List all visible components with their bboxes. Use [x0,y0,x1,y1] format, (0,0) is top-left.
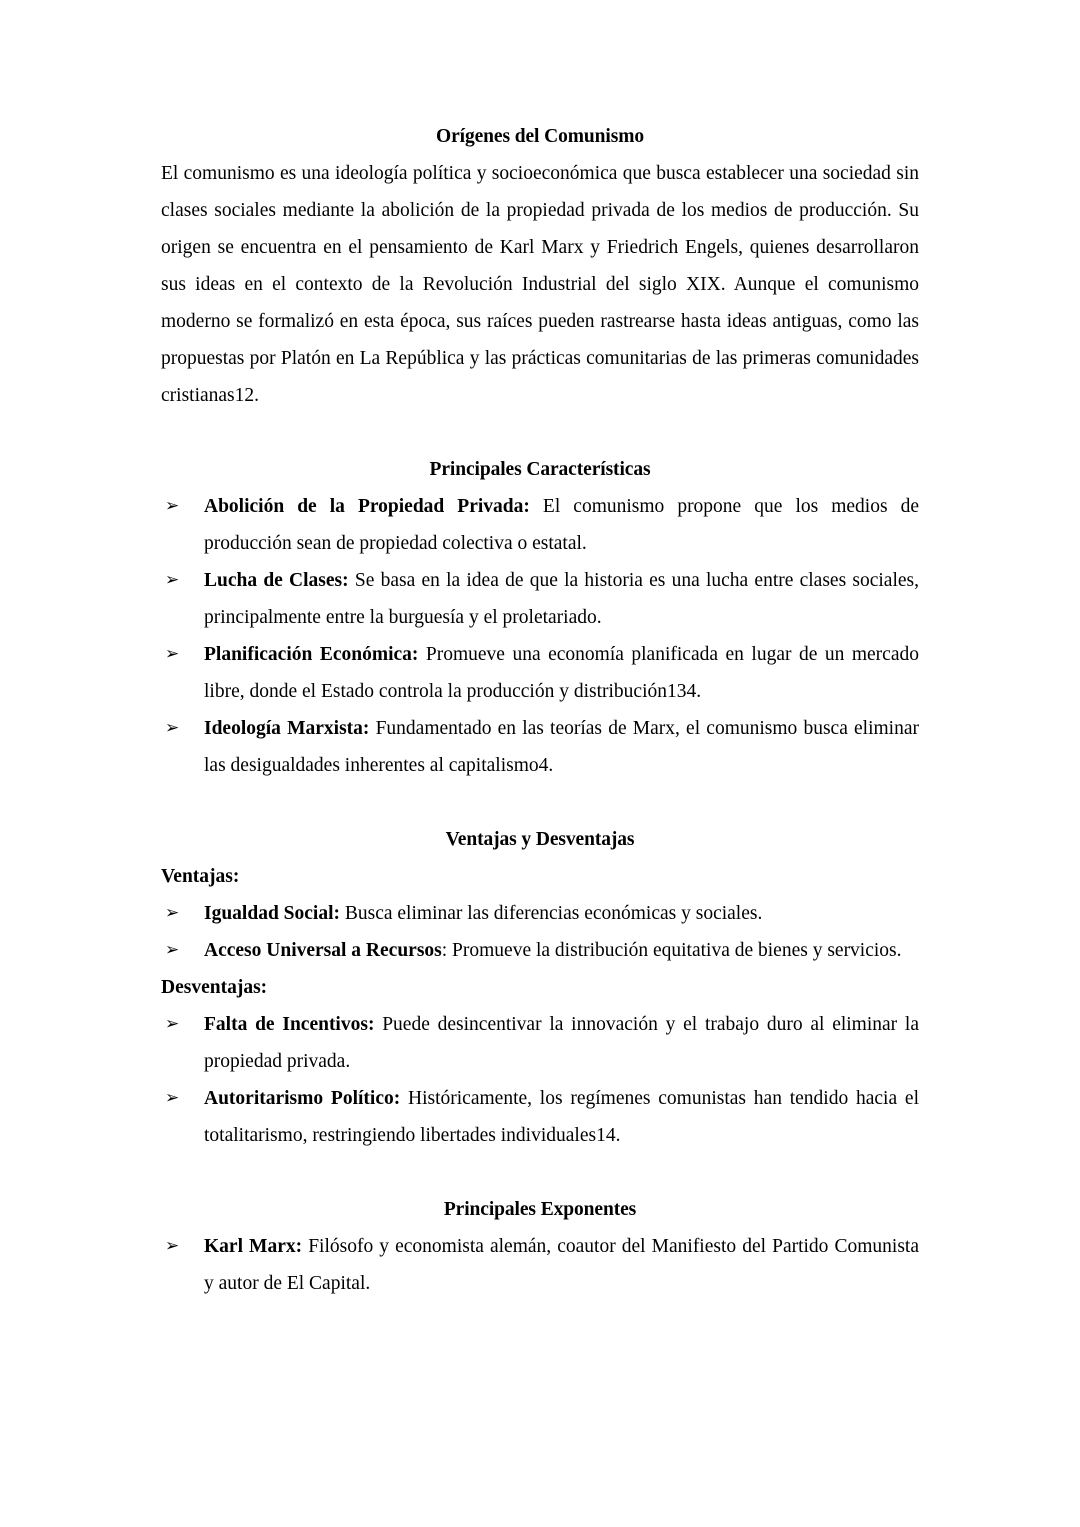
list-item-text: Históricamente, los regímenes comunistas han tendido hacia el totalitarismo, restringiendo libertades individuales14. [204,1088,919,1146]
list-item [161,1228,919,1302]
list-item-text: : Promueve la distribución equitativa de bienes y servicios. [441,940,902,961]
section-spacer [161,414,919,451]
list-item [161,636,919,710]
section-heading-exponentes: Principales Exponentes [443,1199,637,1220]
arrowhead-bullet-icon: ➢ [165,1088,180,1108]
list-item-lead: Ideología Marxista: [204,718,370,739]
list-item-lead: Lucha de Clases: [204,570,349,591]
section-heading-caracteristicas: Principales Características [429,459,651,480]
list-item-text: Se basa en la idea de que la historia es una lucha entre clases sociales, principalmente entre la burguesía y el proletariado. [204,570,919,628]
paragraph-origenes: El comunismo es una ideología política y socioeconómica que busca establecer una sociedad sin clases sociales mediante la abolición de la propiedad privada de los medios de producción. Su origen se encuentra en el pensamiento de Karl Marx y Friedrich Engels, quienes desarrollaron sus ideas en el contexto de la Revolución Industrial del siglo XIX. Aunque el comunismo moderno se formalizó en esta época, sus raíces pueden rastrearse hasta ideas antiguas, como las propuestas por Platón en La República y las prácticas comunitarias de las primeras comunidades cristianas12. [161,163,919,406]
list-item-text: El comunismo propone que los medios de producción sean de propiedad colectiva o estatal. [204,496,919,554]
document-body [161,118,919,1302]
section-spacer [161,1154,919,1191]
list-item [161,895,919,932]
section-heading-origenes: Orígenes del Comunismo [436,126,644,147]
list-item [161,1006,919,1080]
list-item [161,1080,919,1154]
arrowhead-bullet-icon: ➢ [165,718,180,738]
arrowhead-bullet-icon: ➢ [165,940,180,960]
list-item-lead: Acceso Universal a Recursos [204,940,442,961]
list-item [161,488,919,562]
section-spacer [161,784,919,821]
list-ventajas [161,895,919,969]
list-item-lead: Igualdad Social: [204,903,340,924]
arrowhead-bullet-icon: ➢ [165,644,180,664]
list-item [161,932,919,969]
list-exponentes [161,1228,919,1302]
list-item-lead: Abolición de la Propiedad Privada: [204,496,530,517]
list-item-text: Busca eliminar las diferencias económicas y sociales. [340,903,763,924]
list-item-text: Puede desincentivar la innovación y el trabajo duro al eliminar la propiedad privada. [204,1014,920,1072]
subheading-desventajas: Desventajas: [161,977,268,998]
list-caracteristicas [161,488,919,784]
list-item [161,562,919,636]
arrowhead-bullet-icon: ➢ [165,903,180,923]
list-item-lead: Karl Marx: [204,1236,303,1257]
arrowhead-bullet-icon: ➢ [165,570,180,590]
list-item-text: Promueve una economía planificada en lugar de un mercado libre, donde el Estado controla la producción y distribución134. [204,644,919,702]
list-item-text: Fundamentado en las teorías de Marx, el comunismo busca eliminar las desigualdades inherentes al capitalismo4. [204,718,919,776]
list-item-text: Filósofo y economista alemán, coautor del Manifiesto del Partido Comunista y autor de El Capital. [204,1236,919,1294]
arrowhead-bullet-icon: ➢ [165,1236,180,1256]
section-heading-ventajas-desventajas: Ventajas y Desventajas [445,829,635,850]
arrowhead-bullet-icon: ➢ [165,1014,180,1034]
list-desventajas [161,1006,919,1154]
arrowhead-bullet-icon: ➢ [165,496,180,516]
subheading-ventajas: Ventajas: [161,866,240,887]
list-item-lead: Falta de Incentivos: [204,1014,375,1035]
list-item-lead: Planificación Económica: [204,644,419,665]
list-item-lead: Autoritarismo Político: [204,1088,401,1109]
list-item [161,710,919,784]
